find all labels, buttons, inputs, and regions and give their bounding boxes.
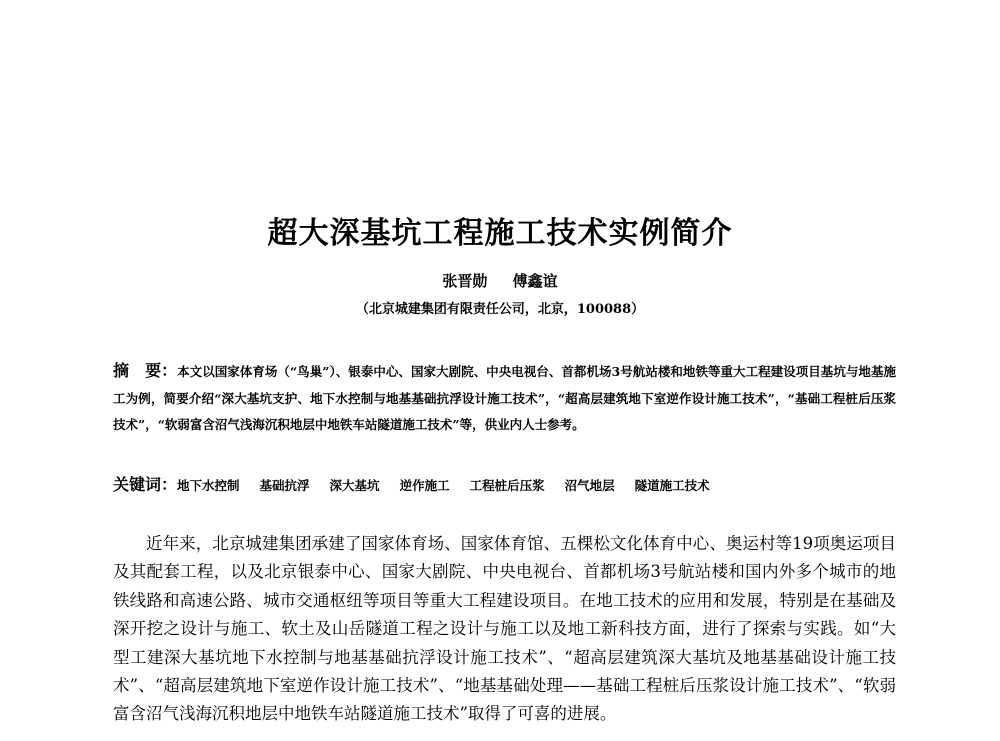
abstract-text: 本文以国家体育场（“鸟巢”）、银泰中心、国家大剧院、中央电视台、首都机场3号航站楼和地铁等重大工程建设项目基坑与地基施工为例，简要介绍“深大基坑支护、地下水控制与地基基础抗浮设计施工技术”，“超高层建筑地下室逆作设计施工技术”，“基础工程桩后压浆技术”，“软弱富含沼气浅海沉积地层中地铁车站隧道施工技术”等，供业内人士参考。	[113, 364, 896, 433]
keyword: 基础抗浮	[259, 478, 310, 493]
author-list	[0, 270, 1000, 292]
keyword: 地下水控制	[177, 478, 240, 493]
keywords-section	[113, 472, 896, 499]
abstract-section	[113, 358, 896, 439]
keywords-label: 关键词：	[113, 475, 178, 494]
keyword: 隧道施工技术	[634, 478, 710, 493]
keyword: 工程桩后压浆	[469, 478, 545, 493]
keyword: 深大基坑	[329, 478, 380, 493]
body-paragraph: 近年来，北京城建集团承建了国家体育场、国家体育馆、五棵松文化体育中心、奥运村等19项奥运项目及其配套工程，以及北京银泰中心、国家大剧院、中央电视台、首都机场3号航站楼和国内外多个城市的地铁线路和高速公路、城市交通枢纽等项目等重大工程建设项目。在地工技术的应用和发展，特别是在基础及深开挖之设计与施工、软土及山岳隧道工程之设计与施工以及地工新科技方面，进行了探索与实践。如“大型工建深大基坑地下水控制与地基基础抗浮设计施工技术”、“超高层建筑深大基坑及地基基础设计施工技术”、“超高层建筑地下室逆作设计施工技术”、“地基基础处理——基础工程桩后压浆设计施工技术”、“软弱富含沼气浅海沉积地层中地铁车站隧道施工技术”取得了可喜的进展。	[113, 534, 896, 724]
keyword: 沼气地层	[564, 478, 615, 493]
author-name: 傅鑫谊	[512, 272, 558, 290]
abstract-label: 摘 要：	[113, 361, 178, 380]
author-name: 张晋勋	[442, 272, 488, 290]
author-affiliation: （北京城建集团有限责任公司，北京，100088）	[355, 302, 645, 317]
keyword: 逆作施工	[399, 478, 450, 493]
paper-title: 超大深基坑工程施工技术实例简介	[267, 216, 733, 251]
